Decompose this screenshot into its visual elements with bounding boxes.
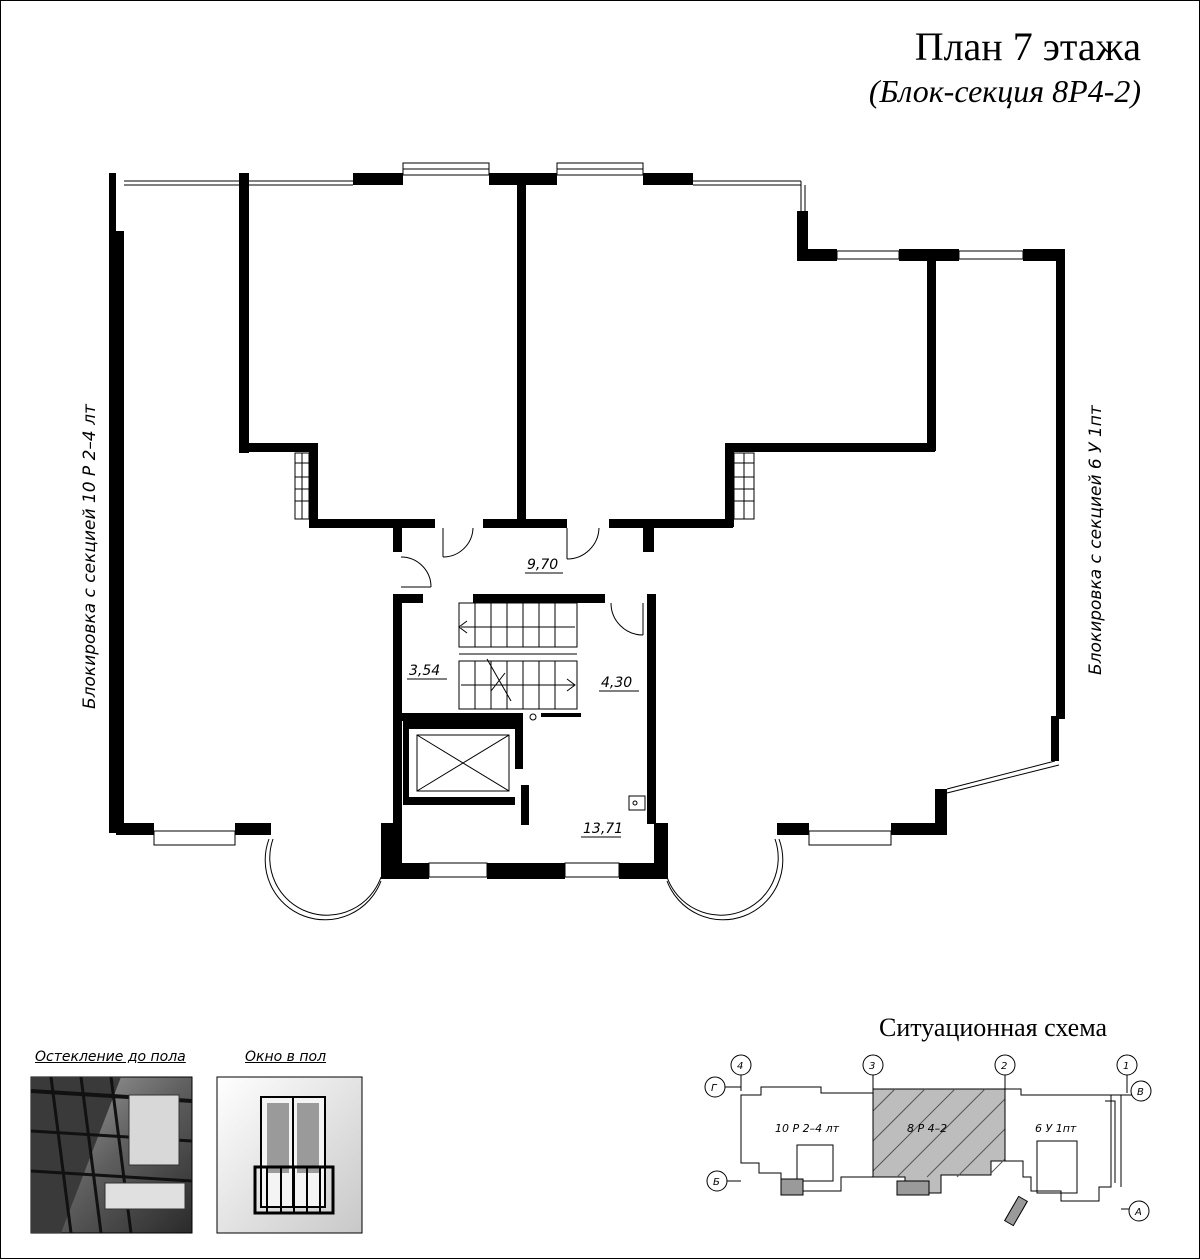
axis-3: 3 — [869, 1061, 876, 1072]
glazing-caption: Остекление до пола — [35, 1049, 186, 1065]
floor-plan-thin-lines — [124, 163, 1059, 920]
section-label-center: 8 Р 4–2 — [907, 1122, 948, 1135]
right-side-label: Блокировка с секцией 6 У 1пт — [1086, 405, 1106, 675]
section-label-right: 6 У 1пт — [1035, 1122, 1077, 1135]
window-caption: Окно в пол — [245, 1049, 327, 1065]
section-label-left: 10 Р 2–4 лт — [775, 1122, 840, 1135]
axis-4: 4 — [737, 1061, 744, 1072]
situation-title: Ситуационная схема — [879, 1013, 1108, 1042]
area-stair-right: 4,30 — [601, 675, 633, 691]
axis-2: 2 — [1001, 1061, 1008, 1072]
area-corridor: 9,70 — [527, 557, 559, 573]
axis-a: А — [1135, 1207, 1142, 1218]
floor-window-illustration — [217, 1077, 362, 1233]
left-side-label: Блокировка с секцией 10 Р 2–4 лт — [80, 404, 100, 709]
axis-1: 1 — [1123, 1061, 1130, 1072]
page-subtitle: (Блок-секция 8Р4-2) — [868, 73, 1141, 109]
floor-plan-walls — [109, 173, 1065, 879]
glazing-illustration — [31, 1077, 192, 1233]
floor-plan — [1, 1, 1200, 1260]
page-title: План 7 этажа — [914, 24, 1141, 69]
area-lift-hall: 13,71 — [583, 821, 624, 837]
axis-v: В — [1137, 1087, 1144, 1098]
area-stair-left: 3,54 — [409, 663, 441, 679]
axis-g: Г — [711, 1083, 717, 1094]
situation-scheme — [705, 1055, 1151, 1226]
axis-b: Б — [713, 1177, 720, 1188]
